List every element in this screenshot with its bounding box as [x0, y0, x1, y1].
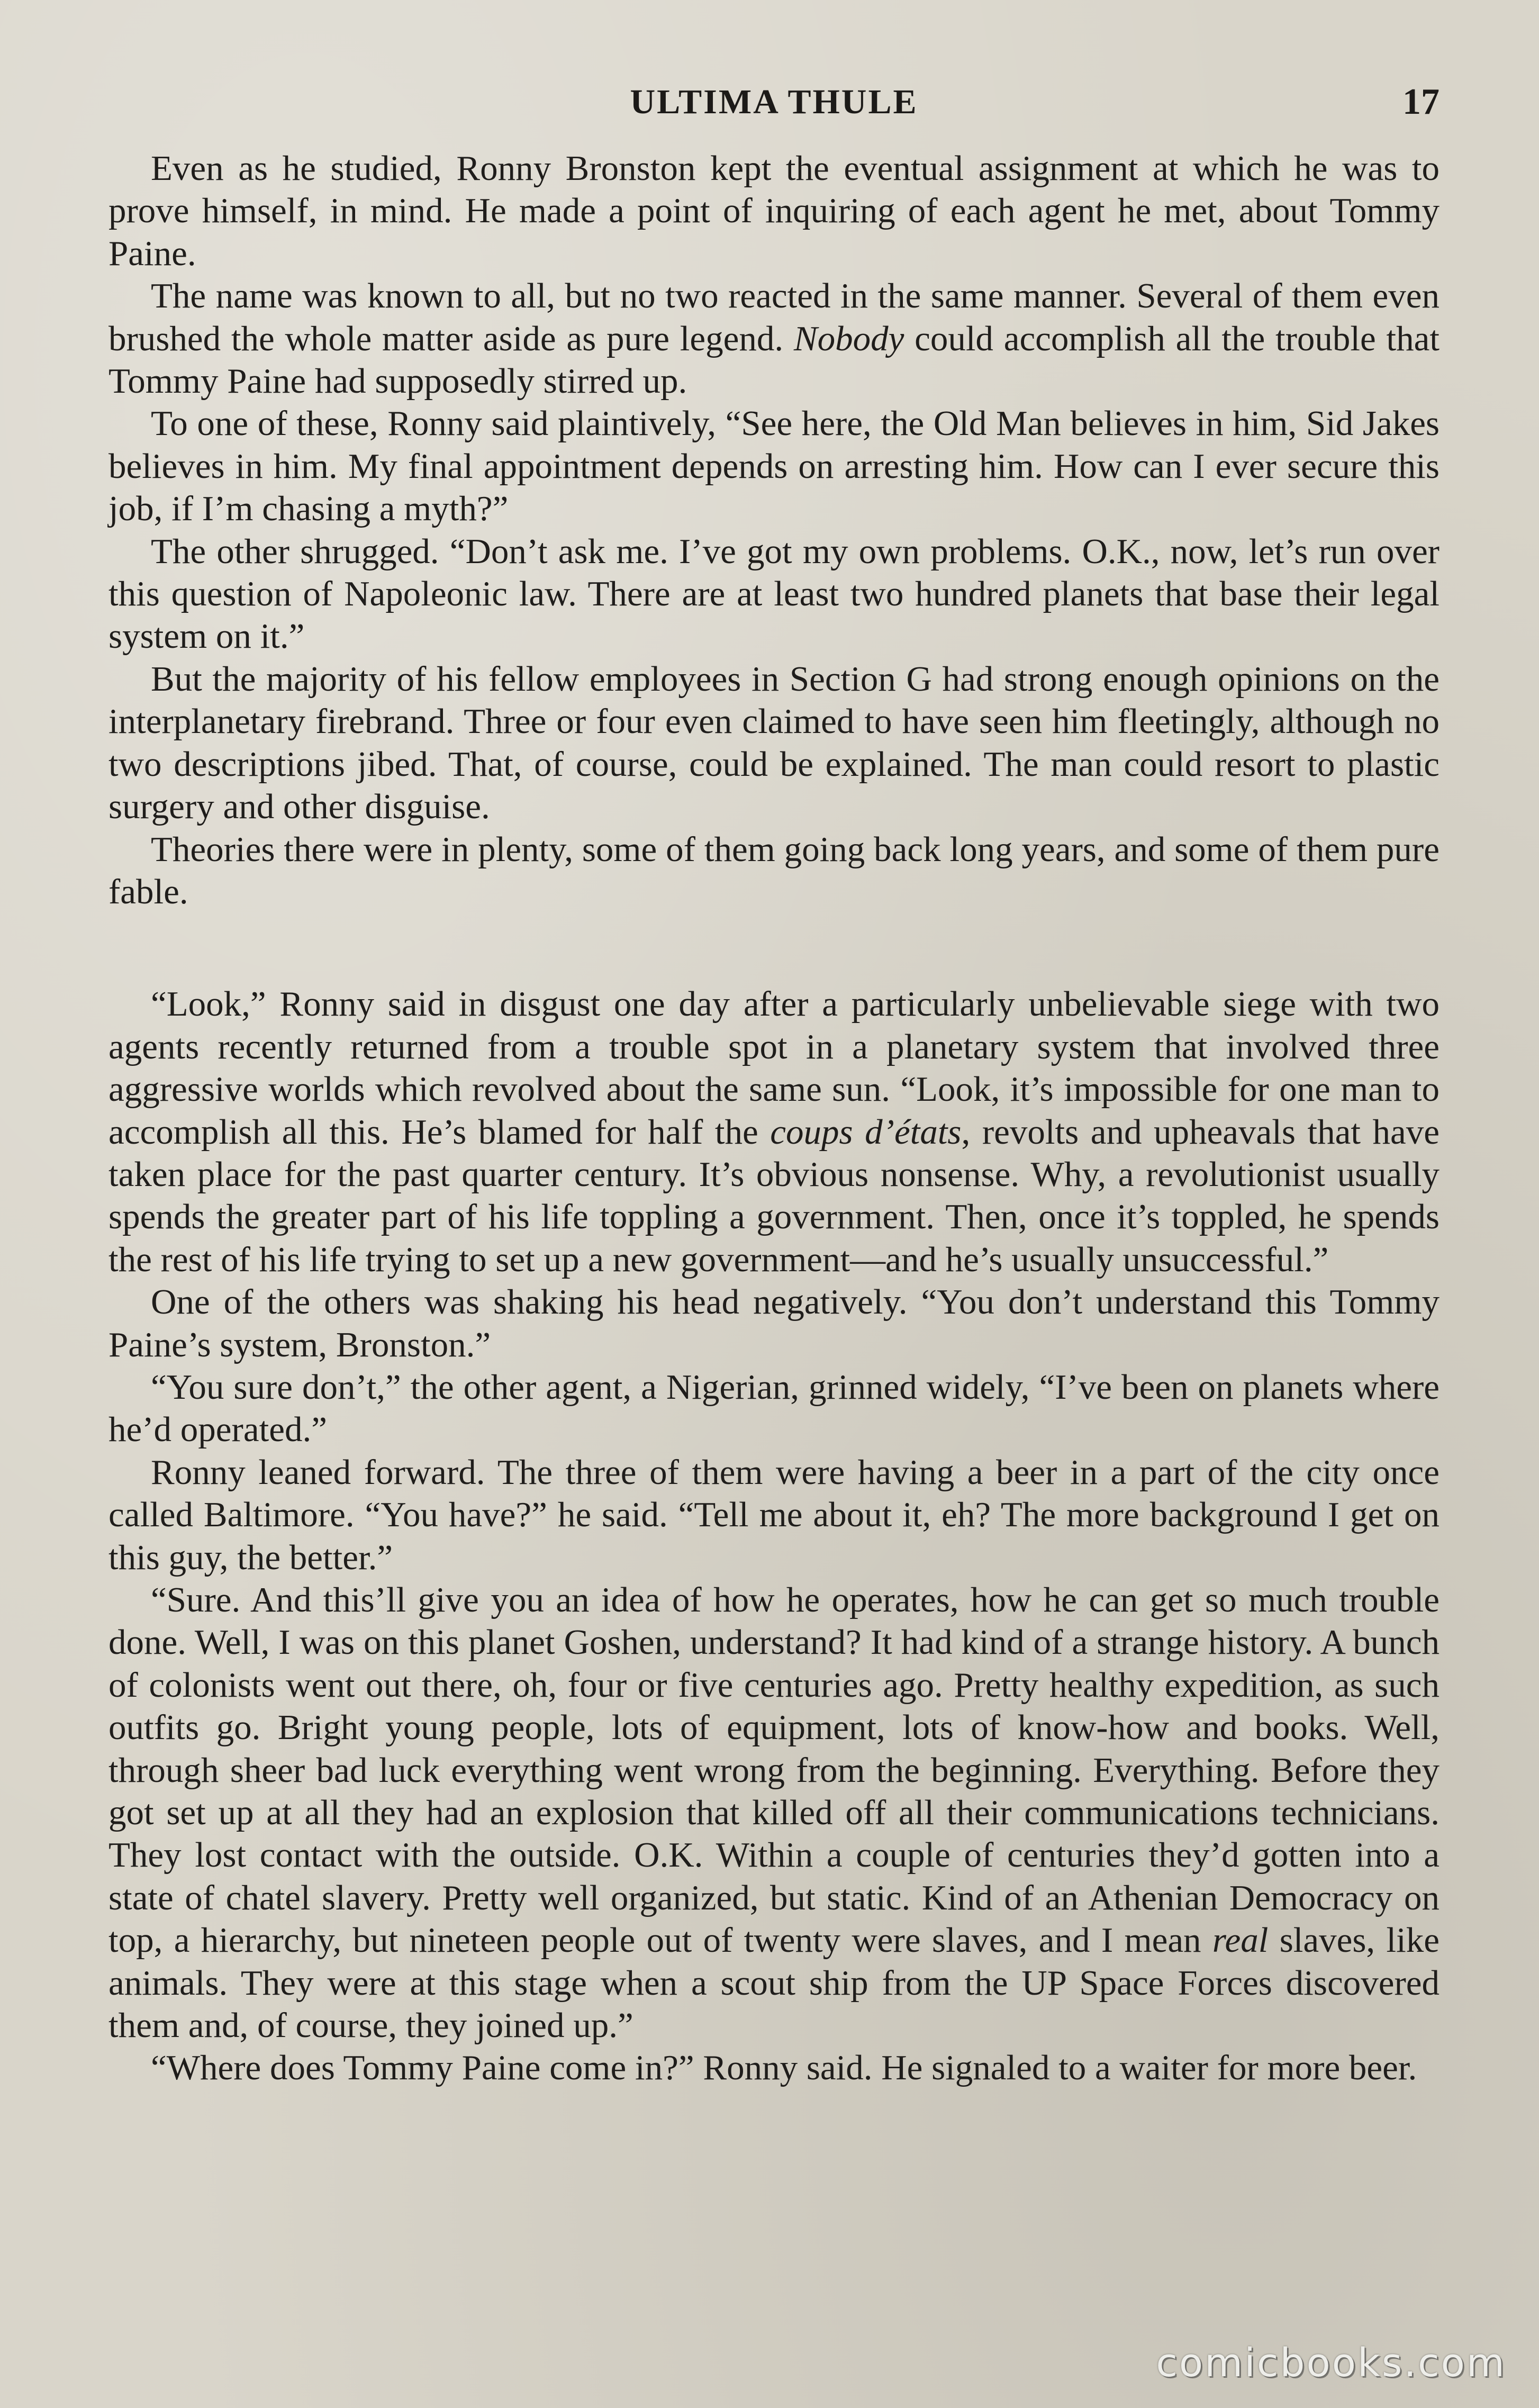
- page-header: [108, 78, 1440, 126]
- paragraph: [108, 275, 1440, 402]
- paragraph: [108, 828, 1440, 913]
- italic-text: coups d’états: [770, 1112, 962, 1152]
- paragraph: [108, 983, 1440, 1281]
- paragraph: [108, 2047, 1440, 2089]
- text-run: The name was known to all, but no two reacted in the same manner. Several of them even brushed the whole matter aside as pure legend.: [108, 276, 1440, 358]
- text-run: One of the others was shaking his head negatively. “You don’t understand this Tommy Paine’s system, Bronston.”: [108, 1282, 1440, 1364]
- text-run: “Sure. And this’ll give you an idea of how he operates, how he can get so much trouble done. Well, I was on this planet Goshen, understand? It had kind of a strange history. A bunch of colonists went out there, oh, four or five centuries ago. Pretty healthy expedition, as such outfits go. Bright young people, lots of equipment, lots of know-how and books. Well, through sheer bad luck everything went wrong from the beginning. Everything. Before they got set up at all they had an explosion that killed off all their communications technicians. They lost contact with the outside. O.K. Within a couple of centuries they’d gotten into a state of chatel slavery. Pretty well organized, but static. Kind of an Athenian Democracy on top, a hierarchy, but nineteen people out of twenty were slaves, and I mean: [108, 1580, 1440, 1960]
- text-run: “Where does Tommy Paine come in?” Ronny said. He signaled to a waiter for more beer.: [151, 2048, 1417, 2088]
- paragraph: [108, 658, 1440, 828]
- text-run: “You sure don’t,” the other agent, a Nigerian, grinned widely, “I’ve been on planets where he’d operated.”: [108, 1367, 1440, 1450]
- text-run: To one of these, Ronny said plaintively, “See here, the Old Man believes in him, Sid Jakes believes in him. My final appointment depends on arresting him. How can I ever secure this job, if I’m chasing a myth?”: [108, 404, 1440, 529]
- text-run: Ronny leaned forward. The three of them were having a beer in a part of the city once called Baltimore. “You have?” he said. “Tell me about it, eh? The more background I get on this guy, the better.”: [108, 1452, 1440, 1577]
- text-run: Theories there were in plenty, some of them going back long years, and some of them pure fable.: [108, 829, 1440, 911]
- paragraph: [108, 530, 1440, 658]
- watermark-logo: comicbooks.com: [1156, 2340, 1506, 2386]
- text-run: , revolts and upheavals that have taken place for the past quarter century. It’s obvious nonsense. Why, a revolutionist usually spends the greater part of his life toppling a government. Then, once it’s toppled, he spends the rest of his life trying to set up a new government—and he’s usually unsuccessful.”: [108, 1112, 1440, 1279]
- running-title: ULTIMA THULE: [630, 83, 918, 121]
- text-run: The other shrugged. “Don’t ask me. I’ve got my own problems. O.K., now, let’s run over this question of Napoleonic law. There are at least two hundred planets that base their legal system on it.”: [108, 531, 1440, 656]
- text-run: “Look,” Ronny said in disgust one day after a particularly unbelievable siege with two agents recently returned from a trouble spot in a planetary system that involved three aggressive worlds which revolved about the same sun. “Look, it’s impossible for one man to accomplish all this. He’s blamed for half the: [108, 984, 1440, 1152]
- italic-text: real: [1212, 1921, 1269, 1960]
- paragraph: [108, 1579, 1440, 2047]
- paragraph: [108, 147, 1440, 275]
- text-run: could accomplish all the trouble that Tommy Paine had supposedly stirred up.: [108, 319, 1440, 401]
- page-number: 17: [1402, 82, 1440, 122]
- paragraph: [108, 1451, 1440, 1579]
- body-text: [108, 147, 1440, 2089]
- text-run: But the majority of his fellow employees in Section G had strong enough opinions on the interplanetary firebrand. Three or four even claimed to have seen him fleetingly, although no two descriptions jibed. That, of course, could be explained. The man could resort to plastic surgery and other disguise.: [108, 659, 1440, 827]
- paragraph: [108, 1366, 1440, 1451]
- paragraph: [108, 1281, 1440, 1366]
- italic-text: Nobody: [793, 319, 904, 358]
- text-run: Even as he studied, Ronny Bronston kept the eventual assignment at which he was to prove himself, in mind. He made a point of inquiring of each agent he met, about Tommy Paine.: [108, 149, 1440, 273]
- paragraph: [108, 402, 1440, 530]
- text-run: slaves, like animals. They were at this stage when a scout ship from the UP Space Forces discovered them and, of course, they joined up.”: [108, 1921, 1440, 2045]
